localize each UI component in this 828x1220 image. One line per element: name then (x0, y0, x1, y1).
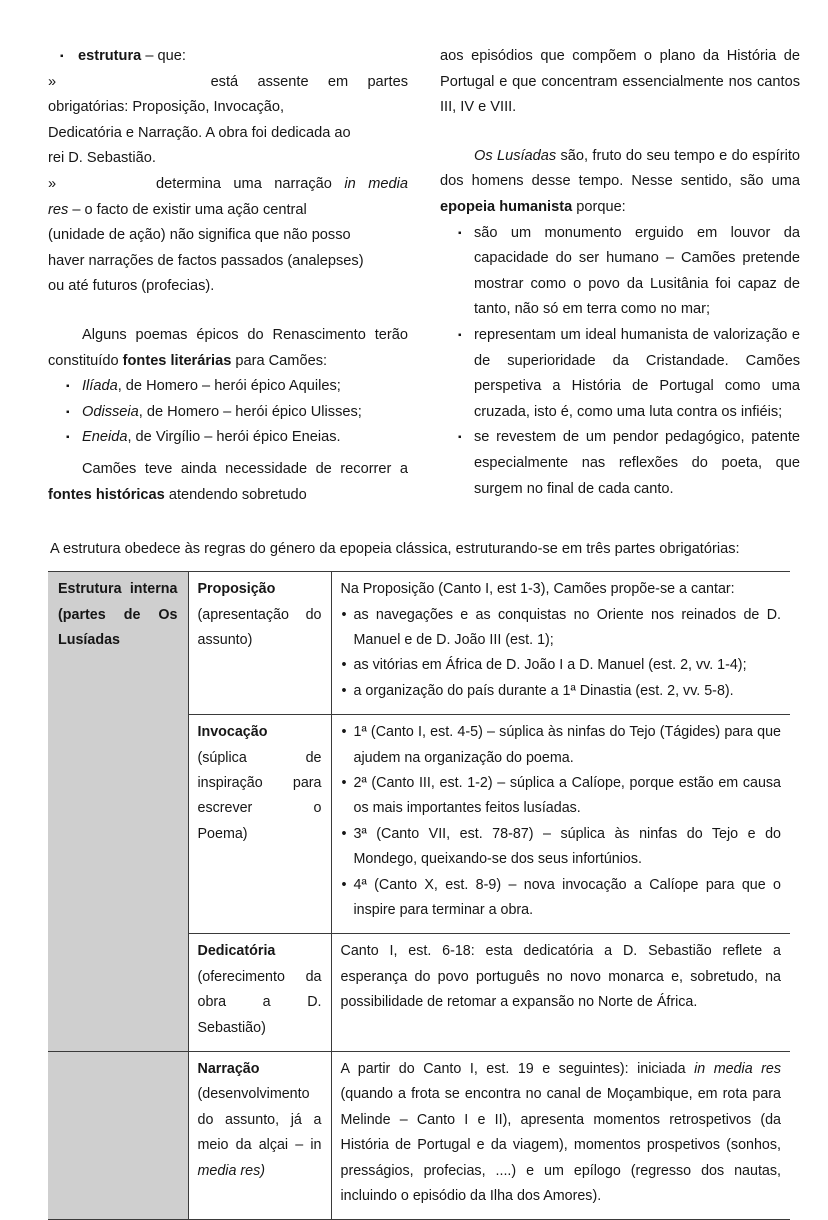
os-lusiadas-part1: são, fruto do seu tempo e do espírito dos homens desse tempo. Nesse sentido, são uma (440, 147, 800, 190)
part-desc-1-line-2: escrever o (197, 800, 322, 817)
part-desc-3-line-2 (198, 1133, 322, 1158)
part-name-2: Dedicatória (197, 943, 276, 960)
fontes-lit-bold: fontes literárias (122, 352, 232, 369)
narracao-lead-italic: in media res (694, 1061, 781, 1077)
sub-item-2-line-4: haver narrações de factos passados (analepses) (48, 252, 364, 269)
source-title-2: Eneida (82, 429, 128, 446)
os-lusiadas-italic: Os Lusíadas (474, 147, 557, 164)
part-desc-3-line-3: media res) (197, 1162, 266, 1179)
list-item-eneida (48, 425, 408, 451)
source-title-1: Odisseia (82, 403, 139, 420)
sub-item-1-line-1 (48, 70, 408, 96)
paragraph-os-lusiadas (440, 144, 800, 221)
part-desc-2-line-1: obra a D. (197, 994, 322, 1011)
table-first-column-spacer (48, 1052, 188, 1220)
source-rest-0: , de Homero – herói épico Aquiles; (117, 378, 341, 395)
estrutura-rest: – que: (141, 48, 186, 64)
part-desc-0-line-1: assunto) (197, 631, 253, 648)
cell-body-proposicao (331, 572, 790, 715)
fontes-lit-part2: para Camões: (231, 352, 328, 369)
sub-item-2 (48, 172, 408, 300)
sub-item-1-line-3: Dedicatória e Narração. A obra foi dedicada ao (48, 124, 351, 141)
sub-item-1-line-2: obrigatórias: Proposição, Invocação, (48, 99, 285, 116)
two-column-text-area (48, 44, 800, 508)
bullet-estrutura (48, 44, 408, 70)
part-desc-3-line-2-text: meio da alçai – in (197, 1137, 322, 1154)
cell-name-dedicatoria (188, 934, 331, 1052)
square-bullet-icon: ▪ (458, 227, 462, 239)
paragraph-fontes-historicas (48, 457, 408, 508)
cell-name-invocacao (188, 715, 331, 934)
part-desc-3-line-1: do assunto, já a (197, 1111, 322, 1128)
square-bullet-icon: ▪ (60, 51, 64, 62)
invocacao-bullet-1: • 2ª (Canto III, est. 1-2) – súplica a Calíope, porque estão em causa os mais importantes feitos lusíadas. (341, 771, 782, 822)
source-title-0: Ilíada (82, 378, 118, 395)
sub-item-2-line-3: (unidade de ação) não significa que não posso (48, 227, 351, 244)
reason-text-1: representam um ideal humanista de valorização e de superioridade da Cristandade. Camões perspetiva a História de Portugal como uma cruzada, isto é, como uma luta contra os infiéis; (474, 326, 800, 420)
guillemet-icon-1: » (48, 73, 57, 90)
sub-item-2-line-2 (48, 198, 408, 224)
part-desc-3-line-0: (desenvolvimento (197, 1086, 310, 1103)
cell-name-narracao (188, 1052, 331, 1220)
fontes-lit-part1: Alguns poemas épicos do Renascimento terão constituído (48, 326, 408, 369)
part-desc-2-line-2: Sebastião) (197, 1019, 266, 1036)
proposicao-bullet-1: • as vitórias em África de D. João I a D. Manuel (est. 2, vv. 1-4); (341, 653, 782, 678)
invocacao-bullet-2: • 3ª (Canto VII, est. 78-87) – súplica às ninfas do Tejo e do Mondego, queixando-se dos seus infortúnios. (341, 822, 782, 873)
narracao-lead-a: A partir do Canto I, est. 19 e seguintes): iniciada (340, 1061, 695, 1077)
part-desc-2-line-0: (oferecimento da (197, 968, 322, 985)
reason-item-monumento (440, 221, 800, 323)
square-bullet-icon: ▪ (66, 406, 70, 418)
estrutura-term: estrutura (78, 48, 142, 64)
square-bullet-icon: ▪ (458, 329, 462, 341)
fontes-hist-part1: Camões teve ainda necessidade de recorrer a (82, 460, 408, 477)
table-row-narracao (48, 1052, 790, 1220)
first-col-line-3: Lusíadas (58, 631, 120, 648)
narracao-lead-b: (quando a frota se encontra no canal de Moçambique, em rota para Melinde – Canto I e II), apresenta momentos retrospetivos (da História de Portugal e da viagem), momentos prospetivos (sonhos, presságios, profecias, ....) e um epílogo (regresso dos nautas, incluindo o episódio da Ilha dos Amores). (340, 1086, 781, 1205)
paragraph-fontes-literarias (48, 323, 408, 374)
part-desc-1-line-3: Poema) (197, 825, 248, 842)
part-name-1: Invocação (197, 724, 268, 741)
first-col-line-1: Estrutura interna (58, 581, 178, 598)
table-intro-line: A estrutura obedece às regras do género da epopeia clássica, estruturando-se em três partes obrigatórias: (50, 541, 740, 558)
part-name-0: Proposição (197, 581, 276, 598)
os-lusiadas-part2: porque: (572, 198, 626, 215)
fontes-hist-part2: atendendo sobretudo (164, 486, 307, 503)
sub-item-2-italic-1: in media (344, 175, 409, 192)
paragraph-continuation: aos episódios que compõem o plano da História de Portugal e que concentram essencialmente nos cantos III, IV e VIII. (440, 48, 800, 116)
reason-text-2: se revestem de um pendor pedagógico, patente especialmente nas reflexões do poeta, que surgem no final de cada canto. (474, 429, 800, 497)
square-bullet-icon: ▪ (66, 432, 70, 444)
epopeia-humanista-bold: epopeia humanista (440, 198, 573, 215)
right-text-column (440, 44, 800, 502)
table-row-proposicao (48, 572, 790, 715)
part-desc-1-line-0: (súplica de (197, 749, 322, 766)
sub-item-1 (48, 70, 408, 172)
list-item-odisseia (48, 400, 408, 426)
source-rest-2: , de Virgílio – herói épico Eneias. (127, 429, 341, 446)
cell-body-dedicatoria (331, 934, 790, 1052)
sub-item-2-line-1 (48, 172, 408, 198)
sub-item-2-text-2: – o facto de existir uma ação central (68, 201, 307, 218)
guillemet-icon-2: » (48, 175, 57, 192)
fontes-hist-bold: fontes históricas (48, 486, 165, 503)
narracao-lead (341, 1057, 782, 1209)
left-text-column (48, 44, 408, 508)
source-rest-1: , de Homero – herói épico Ulisses; (138, 403, 362, 420)
proposicao-bullet-2: • a organização do país durante a 1ª Dinastia (est. 2, vv. 5-8). (341, 679, 782, 704)
dedicatoria-lead: Canto I, est. 6-18: esta dedicatória a D. Sebastião reflete a esperança do povo português no novo monarca e, sobretudo, na possibilidade de retomar a expansão no Norte de África. (340, 943, 781, 1011)
table-first-column-header (48, 572, 188, 1052)
part-desc-0-line-0: (apresentação do (197, 606, 322, 623)
part-desc-1-line-1: inspiração para (197, 774, 322, 791)
reason-item-pendor-pedagogico (440, 425, 800, 502)
reason-text-0: são um monumento erguido em louvor da capacidade do ser humano – Camões pretende mostrar como o povo da Lusitânia foi capaz de tanto, não só em terra como no mar; (474, 224, 800, 318)
reason-item-ideal-humanista (440, 323, 800, 425)
proposicao-bullet-0: • as navegações e as conquistas no Oriente nos reinados de D. Manuel e de D. João III (est. 1); (341, 603, 782, 654)
part-name-3: Narração (197, 1061, 260, 1077)
cell-body-narracao (331, 1052, 790, 1220)
invocacao-bullet-3: • 4ª (Canto X, est. 8-9) – nova invocação a Calíope para que o inspire para terminar a obra. (341, 873, 782, 924)
cell-body-invocacao (331, 715, 790, 934)
invocacao-bullet-0: • 1ª (Canto I, est. 4-5) – súplica às ninfas do Tejo (Tágides) para que ajudem na organização do poema. (341, 720, 782, 771)
structure-table (48, 571, 790, 1220)
sub-item-1-line-4: rei D. Sebastião. (48, 150, 156, 167)
cell-name-proposicao (188, 572, 331, 715)
square-bullet-icon: ▪ (66, 381, 70, 393)
sub-item-2-line-5: ou até futuros (profecias). (48, 278, 215, 295)
proposicao-lead: Na Proposição (Canto I, est 1-3), Camões propõe-se a cantar: (340, 581, 735, 598)
sub-item-1-text-1: está assente em partes (210, 73, 409, 90)
sub-item-2-italic-2: res (48, 201, 69, 218)
first-col-line-2: (partes de Os (58, 606, 178, 623)
list-item-iliada (48, 374, 408, 400)
square-bullet-icon: ▪ (458, 432, 462, 444)
sub-item-2-text-1: determina uma narração (156, 175, 345, 192)
